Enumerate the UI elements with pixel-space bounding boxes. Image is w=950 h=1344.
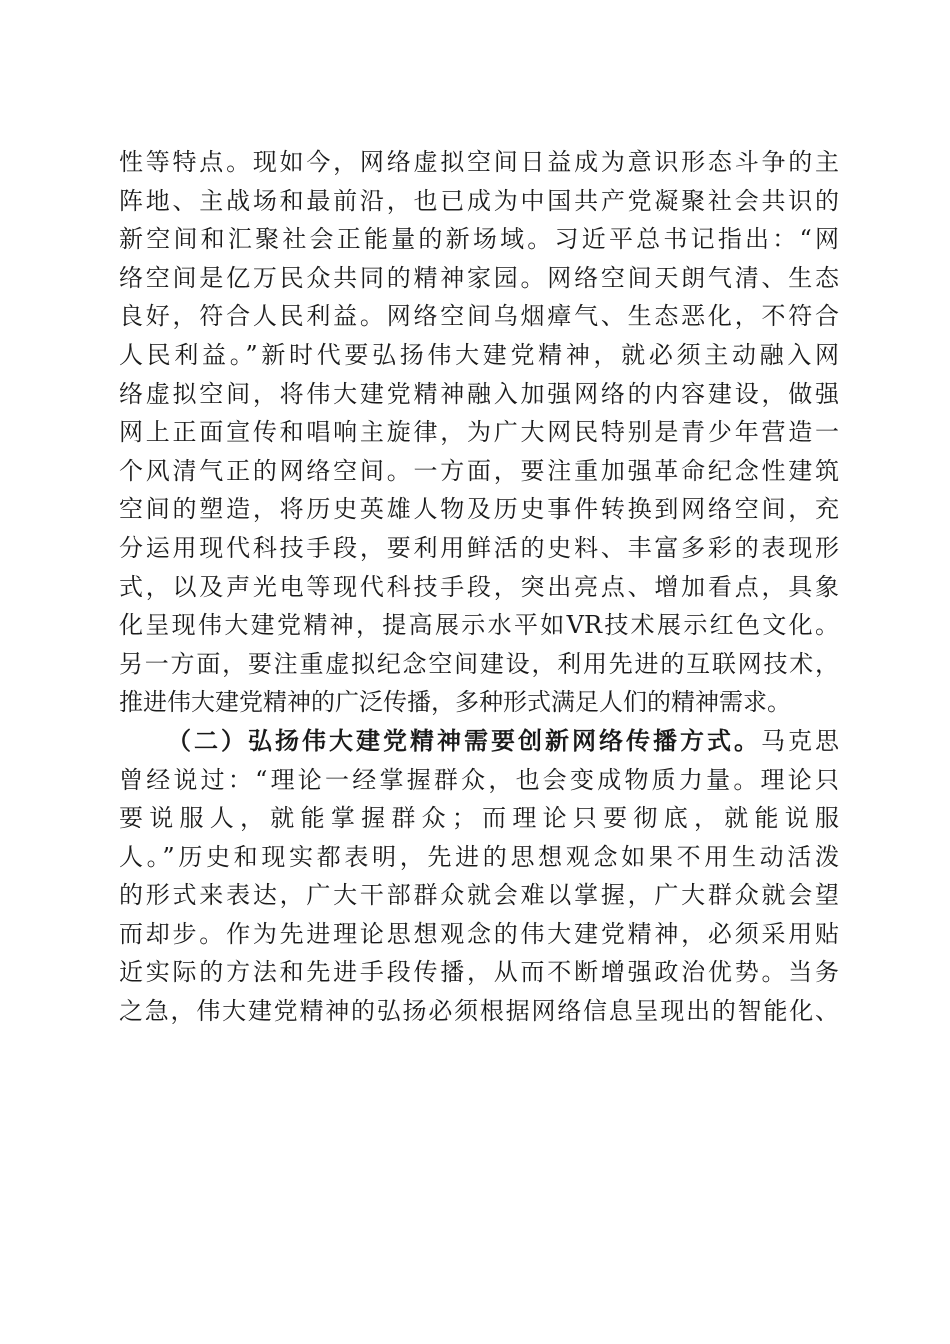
text-line: 络空间是亿万民众共同的精神家园。网络空间天朗气清、生态 xyxy=(119,263,839,292)
text-line: 良好，符合人民利益。网络空间乌烟瘴气、生态恶化，不符合 xyxy=(119,302,839,331)
text-line: 分运用现代科技手段，要利用鲜活的史料、丰富多彩的表现形 xyxy=(119,533,839,562)
text-line: 个风清气正的网络空间。一方面，要注重加强革命纪念性建筑 xyxy=(119,456,839,485)
paragraph-2-first-line xyxy=(119,722,839,761)
text-line: 阵地、主战场和最前沿，也已成为中国共产党凝聚社会共识的 xyxy=(119,186,839,215)
text-line: 新空间和汇聚社会正能量的新场域。习近平总书记指出：“网 xyxy=(119,225,839,254)
text-line: 络虚拟空间，将伟大建党精神融入加强网络的内容建设，做强 xyxy=(119,379,839,408)
text-line: 性等特点。现如今，网络虚拟空间日益成为意识形态斗争的主 xyxy=(119,148,839,176)
section-heading: （二）弘扬伟大建党精神需要创新网络传播方式。 xyxy=(167,725,761,755)
text-line: 曾经说过：“理论一经掌握群众，也会变成物质力量。理论只 xyxy=(119,765,839,794)
text-line: 人。”历史和现实都表明，先进的思想观念如果不用生动活泼 xyxy=(119,842,839,871)
text-line: 而却步。作为先进理论思想观念的伟大建党精神，必须采用贴 xyxy=(119,919,839,948)
paragraph-1 xyxy=(119,143,839,722)
text-line: 式，以及声光电等现代科技手段，突出亮点、增加看点，具象 xyxy=(119,572,839,601)
text-line: 推进伟大建党精神的广泛传播，多种形式满足人们的精神需求。 xyxy=(119,688,791,717)
text-line: 的形式来表达，广大干部群众就会难以掌握，广大群众就会望 xyxy=(119,881,839,910)
text-line: 空间的塑造，将历史英雄人物及历史事件转换到网络空间，充 xyxy=(119,495,839,524)
text-line: 之急，伟大建党精神的弘扬必须根据网络信息呈现出的智能化、 xyxy=(119,997,839,1026)
document-body xyxy=(119,143,839,1031)
text-line: 另一方面，要注重虚拟纪念空间建设，利用先进的互联网技术， xyxy=(119,649,839,678)
text-line: 人民利益。”新时代要弘扬伟大建党精神，就必须主动融入网 xyxy=(119,340,839,369)
text-line: 要说服人，就能掌握群众；而理论只要彻底，就能说服 xyxy=(119,804,839,833)
text-line: 化呈现伟大建党精神，提高展示水平如VR技术展示红色文化。 xyxy=(119,611,839,640)
text-line: 网上正面宣传和唱响主旋律，为广大网民特别是青少年营造一 xyxy=(119,418,839,447)
heading-trailing-text: 马克思 xyxy=(761,726,839,755)
paragraph-2 xyxy=(119,722,839,1031)
text-line: 近实际的方法和先进手段传播，从而不断增强政治优势。当务 xyxy=(119,958,839,987)
